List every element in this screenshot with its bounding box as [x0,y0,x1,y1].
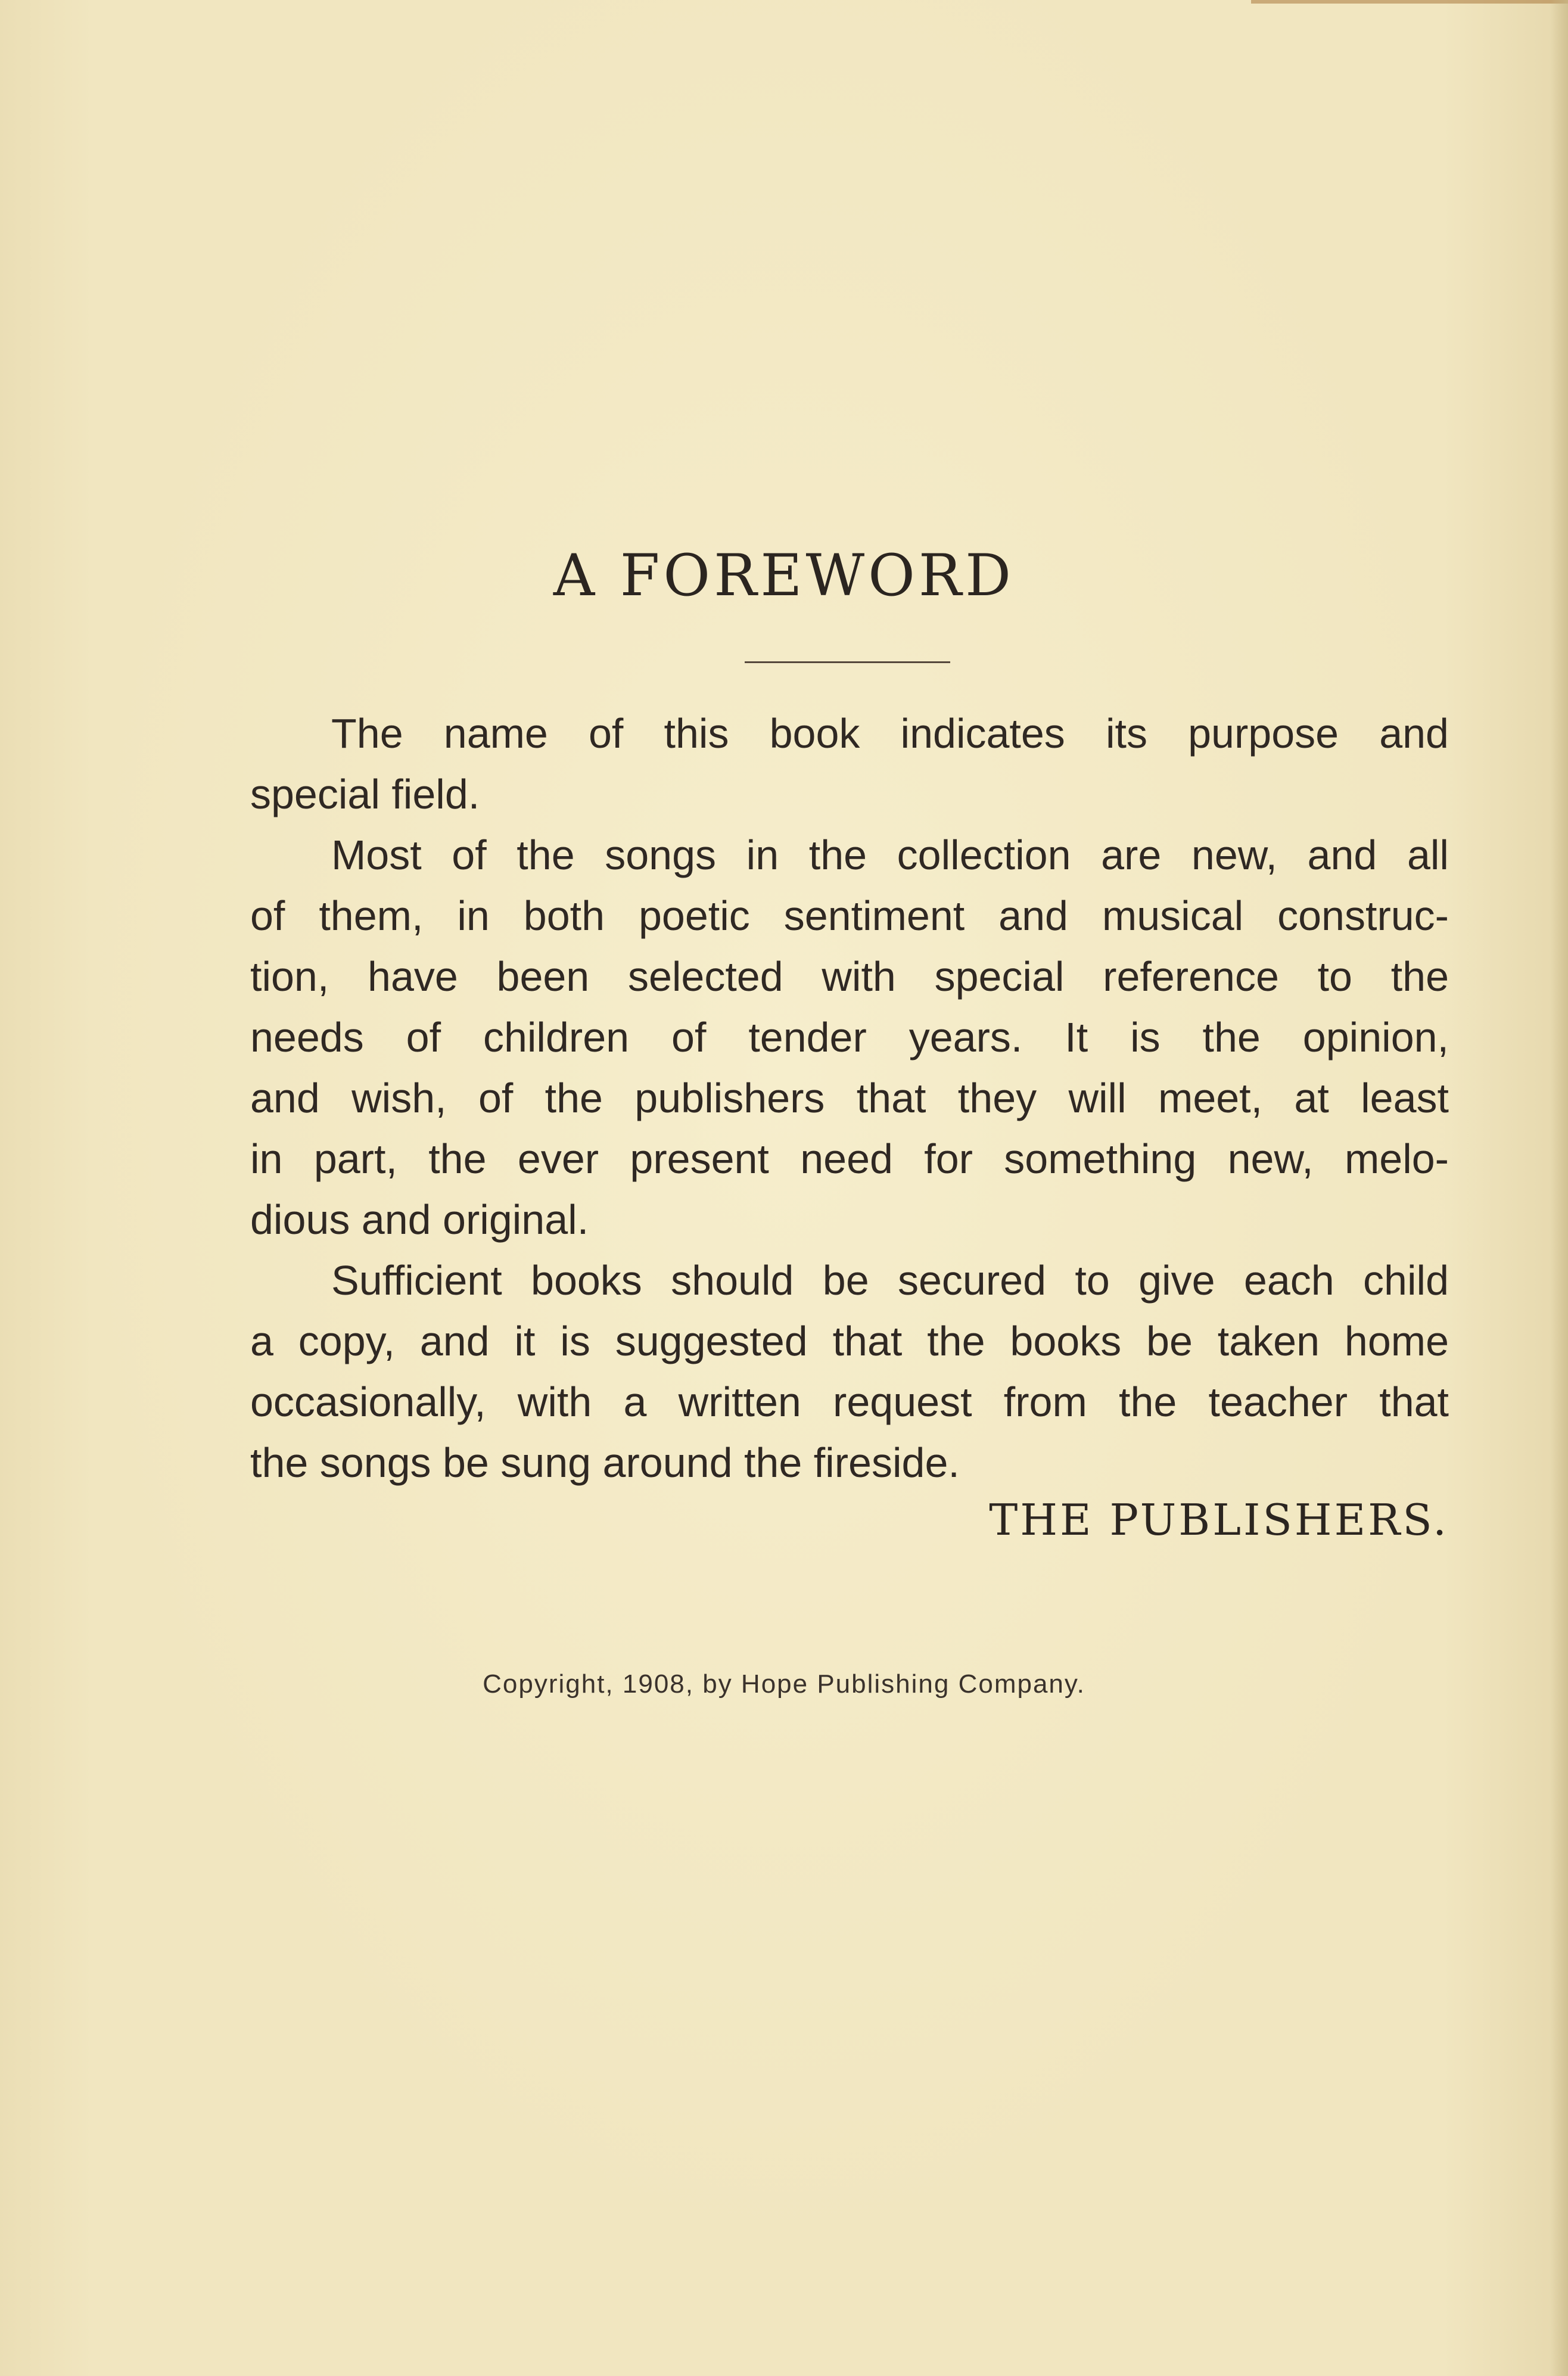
text-line: The name of this book indicates its purpose and [331,710,1449,757]
page-title: A FOREWORD [553,542,1015,609]
page-edge-top [1251,0,1568,4]
signature: THE PUBLISHERS. [989,1495,1449,1545]
copyright-notice: Copyright, 1908, by Hope Publishing Company. [483,1669,1085,1699]
page-edge-right [1550,0,1568,2376]
text-line: and wish, of the publishers that they will meet, at least [250,1075,1449,1121]
text-line: in part, the ever present need for something new, melo- [250,1136,1449,1182]
text-line: special field. [250,771,480,817]
text-line: Sufficient books should be secured to give each child [331,1257,1449,1304]
text-line: the songs be sung around the fireside. [250,1439,960,1486]
paragraph-2 [250,825,1449,1250]
text-line: needs of children of tender years. It is the opinion, [250,1014,1449,1061]
paragraph-3 [250,1250,1449,1493]
paragraph-1 [250,703,1449,825]
text-line: dious and original. [250,1196,589,1243]
text-line: Most of the songs in the collection are new, and all [331,832,1449,878]
text-line: of them, in both poetic sentiment and musical construc- [250,892,1449,939]
text-line: a copy, and it is suggested that the books be taken home [250,1318,1449,1364]
text-line: occasionally, with a written request from the teacher that [250,1379,1449,1425]
foreword-body [250,703,1449,1493]
title-divider [745,661,950,663]
text-line: tion, have been selected with special reference to the [250,953,1449,1000]
